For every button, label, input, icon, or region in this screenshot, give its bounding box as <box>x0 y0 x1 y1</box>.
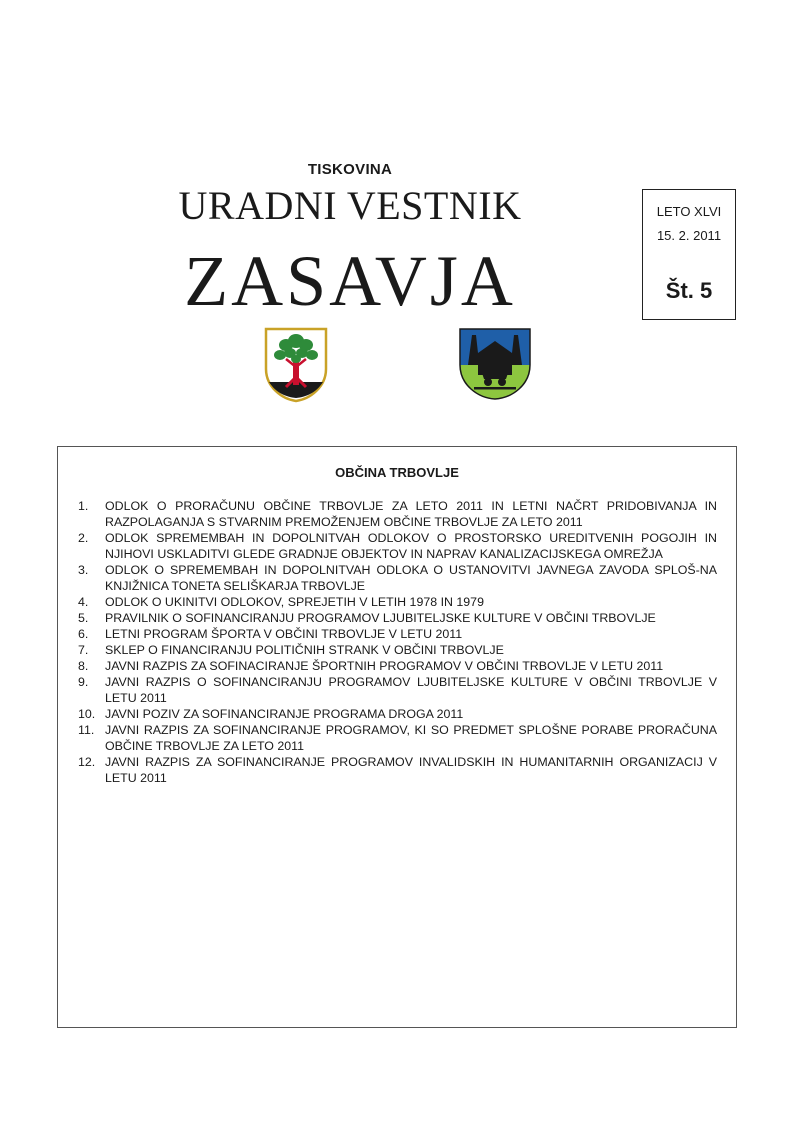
issue-number: Št. 5 <box>665 278 713 303</box>
issue-volume: LETO XLVI <box>656 204 722 219</box>
list-item <box>78 658 717 674</box>
masthead-title: URADNI VESTNIK <box>178 183 522 228</box>
item-title: ODLOK O UKINITVI ODLOKOV, SPREJETIH V LETIH 1978 IN 1979 <box>105 595 484 609</box>
item-title: SKLEP O FINANCIRANJU POLITIČNIH STRANK V OBČINI TRBOVLJE <box>105 643 504 657</box>
item-number: 8. <box>78 659 89 673</box>
item-number: 10. <box>78 707 96 721</box>
issue-info-box <box>642 189 736 320</box>
item-number: 5. <box>78 611 89 625</box>
list-item <box>78 674 717 706</box>
list-item <box>78 754 717 786</box>
item-number: 7. <box>78 643 89 657</box>
item-title: JAVNI RAZPIS ZA SOFINANCIRANJE PROGRAMOV, KI SO PREDMET SPLOŠNE PORABE PRORAČUNA OBČINE TRBOVLJE ZA LETO 2011 <box>105 723 717 753</box>
list-item <box>78 594 717 610</box>
item-title: JAVNI RAZPIS ZA SOFINANCIRANJE PROGRAMOV INVALIDSKIH IN HUMANITARNIH ORGANIZACIJ V LETU 2011 <box>105 755 717 785</box>
item-title: ODLOK SPREMEMBAH IN DOPOLNITVAH ODLOKOV O PROSTORSKO UREDITVENIH POGOJIH IN NJIHOVI USKLADITVI GLEDE GRADNJE OBJEKTOV IN NAPRAV KANALIZACIJSKEGA OMREŽJA <box>105 531 717 561</box>
list-item <box>78 626 717 642</box>
list-item <box>78 498 717 530</box>
masthead-region: ZASAVJA <box>184 241 516 321</box>
masthead-kicker: TISKOVINA <box>307 161 393 178</box>
list-item <box>78 562 717 594</box>
list-item <box>78 530 717 562</box>
item-number: 9. <box>78 675 89 689</box>
item-title: LETNI PROGRAM ŠPORTA V OBČINI TRBOVLJE V LETU 2011 <box>105 627 463 641</box>
list-item <box>78 610 717 626</box>
table-of-contents <box>57 446 737 1028</box>
contents-list <box>78 498 717 786</box>
list-item <box>78 706 717 722</box>
item-title: JAVNI POZIV ZA SOFINANCIRANJE PROGRAMA DROGA 2011 <box>105 707 464 721</box>
item-number: 11. <box>78 723 95 737</box>
item-title: JAVNI RAZPIS O SOFINANCIRANJU PROGRAMOV LJUBITELJSKE KULTURE V OBČINI TRBOVLJE V LETU 2011 <box>105 675 717 705</box>
item-number: 2. <box>78 531 89 545</box>
oak-tree-coat-of-arms-icon <box>264 327 328 403</box>
section-heading: OBČINA TRBOVLJE <box>335 465 459 480</box>
item-number: 3. <box>78 563 89 577</box>
item-number: 6. <box>78 627 89 641</box>
mining-cart-coat-of-arms-icon <box>458 327 532 401</box>
item-number: 4. <box>78 595 89 609</box>
item-number: 12. <box>78 755 96 769</box>
item-title: JAVNI RAZPIS ZA SOFINACIRANJE ŠPORTNIH PROGRAMOV V OBČINI TRBOVLJE V LETU 2011 <box>105 659 664 673</box>
item-title: ODLOK O PRORAČUNU OBČINE TRBOVLJE ZA LETO 2011 IN LETNI NAČRT PRIDOBIVANJA IN RAZPOLAGANJA S STVARNIM PREMOŽENJEM OBČINE TRBOVLJE ZA LETO 2011 <box>105 499 717 529</box>
item-title: ODLOK O SPREMEMBAH IN DOPOLNITVAH ODLOKA O USTANOVITVI JAVNEGA ZAVODA SPLOŠ-NA KNJIŽNICA TONETA SELIŠKARJA TRBOVLJE <box>105 563 717 593</box>
list-item <box>78 722 717 754</box>
issue-date: 15. 2. 2011 <box>656 228 722 243</box>
item-number: 1. <box>78 499 89 513</box>
item-title: PRAVILNIK O SOFINANCIRANJU PROGRAMOV LJUBITELJSKE KULTURE V OBČINI TRBOVLJE <box>105 611 656 625</box>
list-item <box>78 642 717 658</box>
